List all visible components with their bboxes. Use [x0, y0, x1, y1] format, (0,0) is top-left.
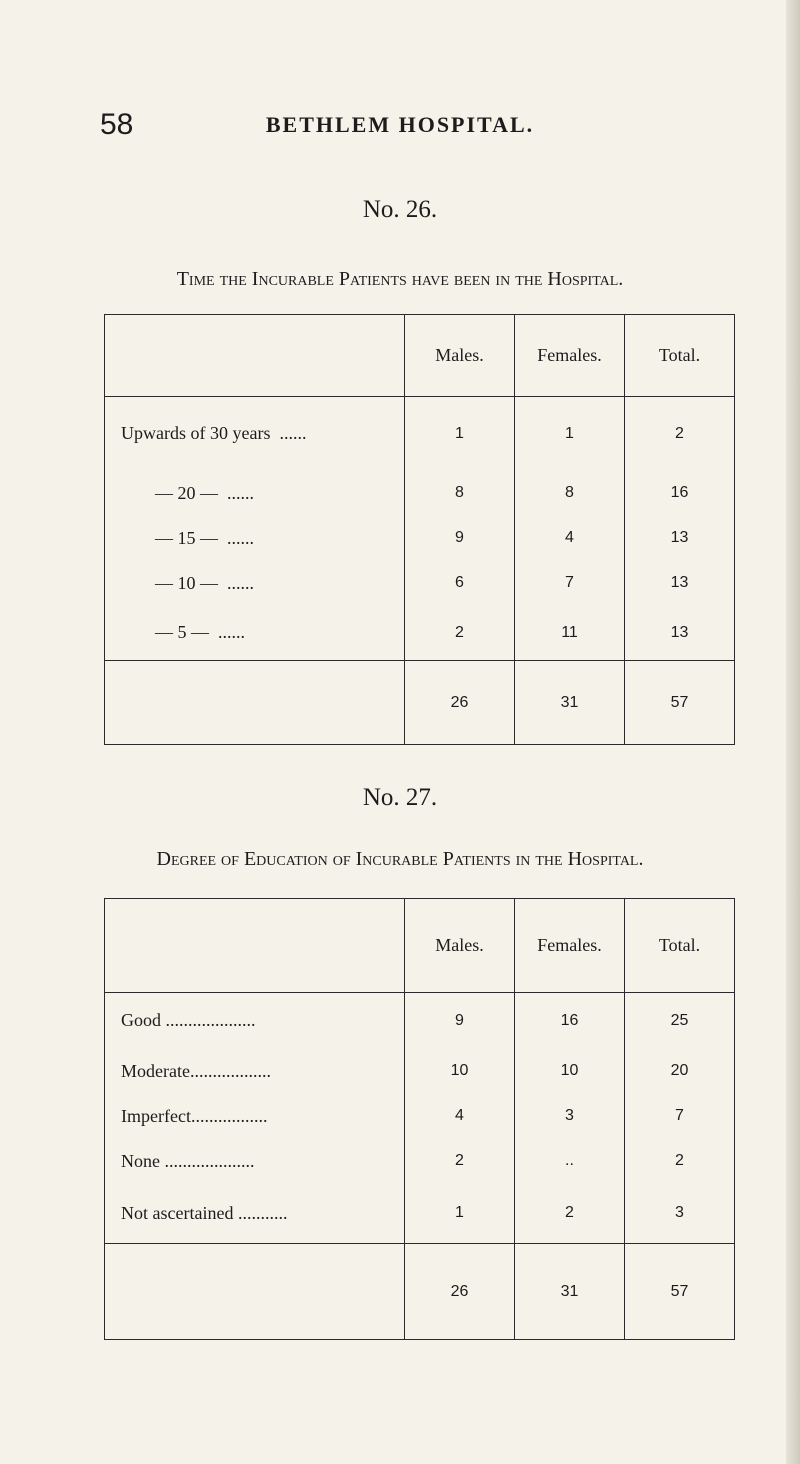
table-row	[105, 516, 735, 561]
cell-females: 3	[515, 1094, 625, 1139]
total-total: 57	[625, 1244, 735, 1340]
row-label: Good ....................	[105, 993, 405, 1049]
cell-males: 10	[405, 1049, 515, 1094]
row-label: — 15 — ......	[105, 516, 405, 561]
table-row	[105, 471, 735, 516]
row-label: Upwards of 30 years ......	[105, 397, 405, 471]
col-header-total: Total.	[625, 899, 735, 993]
col-header-females: Females.	[515, 899, 625, 993]
table-row	[105, 561, 735, 606]
cell-males: 1	[405, 1184, 515, 1244]
cell-males: 8	[405, 471, 515, 516]
row-label: — 10 — ......	[105, 561, 405, 606]
row-label: Moderate..................	[105, 1049, 405, 1094]
table-row	[105, 993, 735, 1049]
cell-females: 2	[515, 1184, 625, 1244]
cell-males: 9	[405, 516, 515, 561]
row-label: Imperfect.................	[105, 1094, 405, 1139]
table-row	[105, 397, 735, 471]
total-males: 26	[405, 661, 515, 745]
col-header-females: Females.	[515, 315, 625, 397]
cell-females: 10	[515, 1049, 625, 1094]
stub-header	[105, 315, 405, 397]
row-label: — 20 — ......	[105, 471, 405, 516]
row-label: — 5 — ......	[105, 606, 405, 661]
table-26-caption: Time the Incurable Patients have been in the Hospital.	[176, 268, 624, 290]
cell-females: 7	[515, 561, 625, 606]
cell-females: 4	[515, 516, 625, 561]
table-time-in-hospital	[104, 314, 735, 745]
cell-females: 1	[515, 397, 625, 471]
table-row	[105, 1049, 735, 1094]
col-header-males: Males.	[405, 315, 515, 397]
total-females: 31	[515, 661, 625, 745]
totals-stub	[105, 1244, 405, 1340]
col-header-males: Males.	[405, 899, 515, 993]
running-head: BETHLEM HOSPITAL.	[265, 112, 535, 137]
cell-females: 16	[515, 993, 625, 1049]
cell-total: 13	[625, 606, 735, 661]
header-row	[105, 315, 735, 397]
table-26-number: No. 26.	[362, 196, 438, 223]
cell-males: 1	[405, 397, 515, 471]
cell-males: 2	[405, 1139, 515, 1184]
cell-females: 8	[515, 471, 625, 516]
cell-total: 13	[625, 561, 735, 606]
cell-males: 2	[405, 606, 515, 661]
row-label: None ....................	[105, 1139, 405, 1184]
cell-total: 25	[625, 993, 735, 1049]
cell-total: 7	[625, 1094, 735, 1139]
cell-total: 2	[625, 1139, 735, 1184]
cell-total: 3	[625, 1184, 735, 1244]
row-label: Not ascertained ...........	[105, 1184, 405, 1244]
header-row	[105, 899, 735, 993]
page-number: 58	[100, 108, 134, 141]
table-row	[105, 1184, 735, 1244]
col-header-total: Total.	[625, 315, 735, 397]
cell-males: 6	[405, 561, 515, 606]
stub-header	[105, 899, 405, 993]
table-degree-of-education	[104, 898, 735, 1340]
table-row	[105, 606, 735, 661]
cell-total: 20	[625, 1049, 735, 1094]
totals-row	[105, 661, 735, 745]
cell-females: ..	[515, 1139, 625, 1184]
total-total: 57	[625, 661, 735, 745]
total-females: 31	[515, 1244, 625, 1340]
totals-row	[105, 1244, 735, 1340]
table-row	[105, 1094, 735, 1139]
cell-males: 9	[405, 993, 515, 1049]
cell-total: 13	[625, 516, 735, 561]
table-row	[105, 1139, 735, 1184]
cell-males: 4	[405, 1094, 515, 1139]
table-27-number: No. 27.	[362, 784, 438, 811]
totals-stub	[105, 661, 405, 745]
total-males: 26	[405, 1244, 515, 1340]
table-27-caption: Degree of Education of Incurable Patients in the Hospital.	[156, 848, 644, 870]
cell-females: 11	[515, 606, 625, 661]
cell-total: 2	[625, 397, 735, 471]
cell-total: 16	[625, 471, 735, 516]
